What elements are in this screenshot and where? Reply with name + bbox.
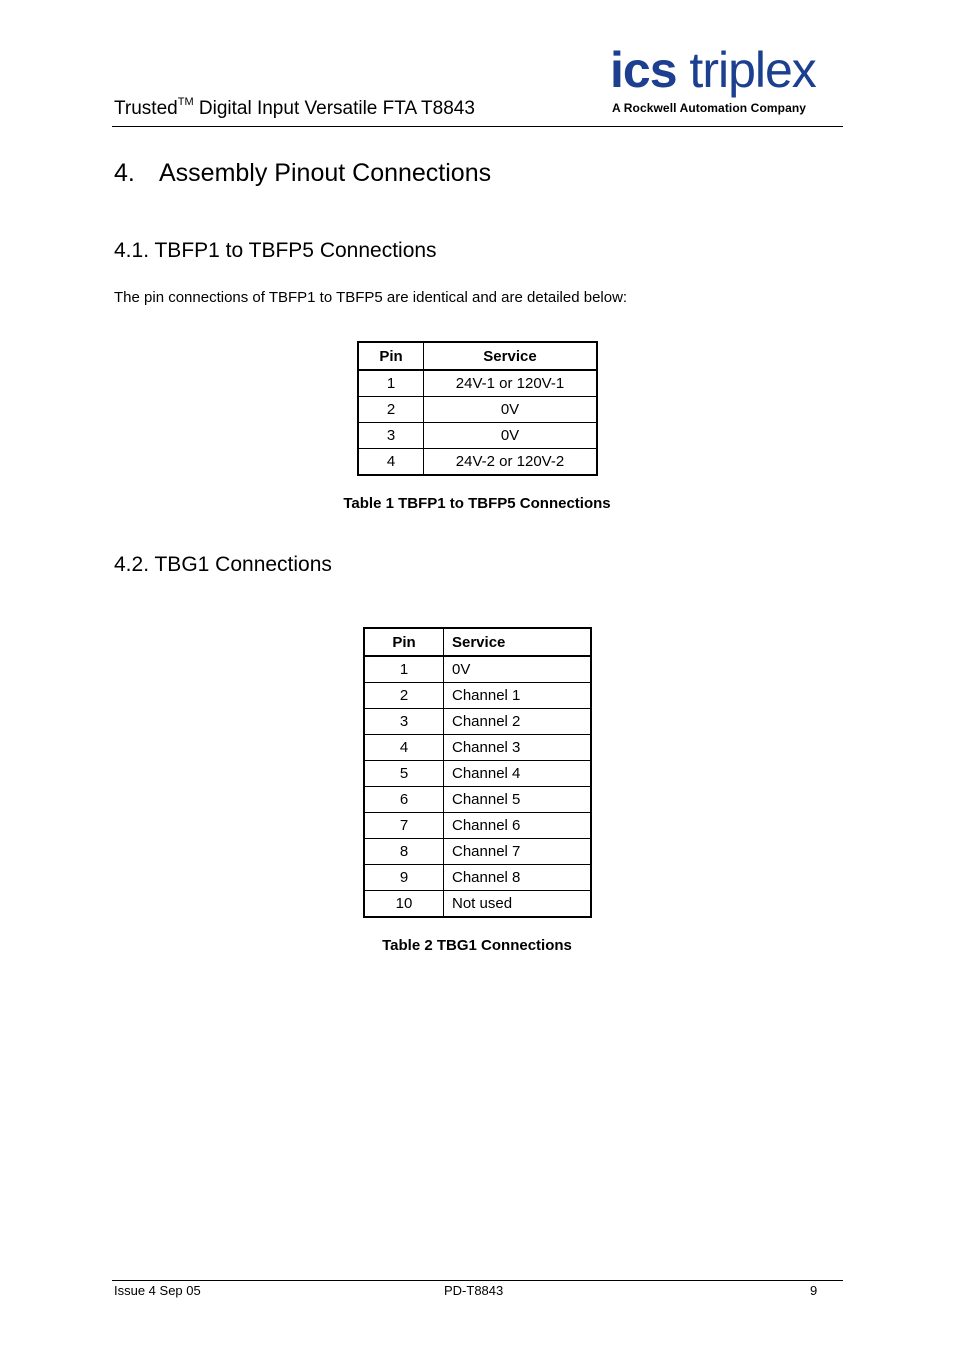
table-row [364, 839, 591, 865]
tbfp-pinout-table [357, 341, 598, 476]
section-title: Assembly Pinout Connections [159, 159, 492, 187]
table-row [364, 761, 591, 787]
footer-divider [112, 1280, 843, 1281]
service-cell: Channel 7 [444, 839, 592, 865]
table-row [364, 709, 591, 735]
trademark-superscript: TM [177, 96, 194, 108]
subsection-heading-tbfp: 4.1. TBFP1 to TBFP5 Connections [114, 239, 437, 262]
footer-issue: Issue 4 Sep 05 [114, 1283, 201, 1298]
table-row [364, 891, 591, 918]
service-cell: 0V [424, 423, 598, 449]
table-row [364, 735, 591, 761]
service-cell: 24V-2 or 120V-2 [424, 449, 598, 476]
service-cell: 24V-1 or 120V-1 [424, 370, 598, 397]
logo-tagline [612, 101, 806, 115]
pin-cell: 1 [358, 370, 424, 397]
intro-paragraph: The pin connections of TBFP1 to TBFP5 are identical and are detailed below: [114, 289, 628, 306]
table-row [364, 656, 591, 683]
pin-cell: 1 [364, 656, 444, 683]
service-cell: Channel 4 [444, 761, 592, 787]
subsection-heading-tbg1: 4.2. TBG1 Connections [114, 553, 332, 576]
pin-cell: 5 [364, 761, 444, 787]
column-header-service: Service [444, 628, 592, 656]
pin-cell: 10 [364, 891, 444, 918]
table-row [364, 787, 591, 813]
header-title-prefix: Trusted [114, 98, 178, 119]
table-row [358, 397, 597, 423]
service-cell: Channel 1 [444, 683, 592, 709]
header-title-rest: Digital Input Versatile FTA T8843 [193, 98, 475, 119]
header-divider [112, 126, 843, 127]
tbg1-pinout-table [363, 627, 592, 918]
pin-cell: 7 [364, 813, 444, 839]
pin-cell: 6 [364, 787, 444, 813]
service-cell: Channel 5 [444, 787, 592, 813]
table-header-row [358, 342, 597, 370]
pin-cell: 8 [364, 839, 444, 865]
table-header-row [364, 628, 591, 656]
pin-cell: 9 [364, 865, 444, 891]
document-header-title [114, 98, 475, 120]
footer-doc-id: PD-T8843 [444, 1283, 504, 1298]
logo-wordmark [610, 44, 816, 96]
company-logo [610, 44, 844, 120]
logo-tagline-company: Company [750, 101, 807, 115]
table-row [358, 423, 597, 449]
logo-tagline-main: A Rockwell Automation [612, 101, 748, 115]
table-row [364, 865, 591, 891]
service-cell: Channel 8 [444, 865, 592, 891]
table-row [358, 370, 597, 397]
service-cell: Channel 6 [444, 813, 592, 839]
pin-cell: 2 [358, 397, 424, 423]
logo-word-ics: ics [610, 42, 677, 98]
service-cell: Not used [444, 891, 592, 918]
pin-cell: 4 [364, 735, 444, 761]
pin-cell: 2 [364, 683, 444, 709]
table-row [364, 813, 591, 839]
footer-page-number: 9 [810, 1283, 818, 1298]
pin-cell: 3 [364, 709, 444, 735]
service-cell: 0V [444, 656, 592, 683]
section-number: 4. [114, 159, 135, 187]
column-header-service: Service [424, 342, 598, 370]
table-caption-1: Table 1 TBFP1 to TBFP5 Connections [343, 495, 611, 512]
column-header-pin: Pin [364, 628, 444, 656]
service-cell: Channel 3 [444, 735, 592, 761]
section-heading [114, 159, 491, 188]
pin-cell: 3 [358, 423, 424, 449]
table-row [358, 449, 597, 476]
service-cell: 0V [424, 397, 598, 423]
column-header-pin: Pin [358, 342, 424, 370]
service-cell: Channel 2 [444, 709, 592, 735]
table-caption-2: Table 2 TBG1 Connections [382, 937, 572, 954]
logo-word-triplex: triplex [689, 42, 816, 98]
pin-cell: 4 [358, 449, 424, 476]
table-row [364, 683, 591, 709]
